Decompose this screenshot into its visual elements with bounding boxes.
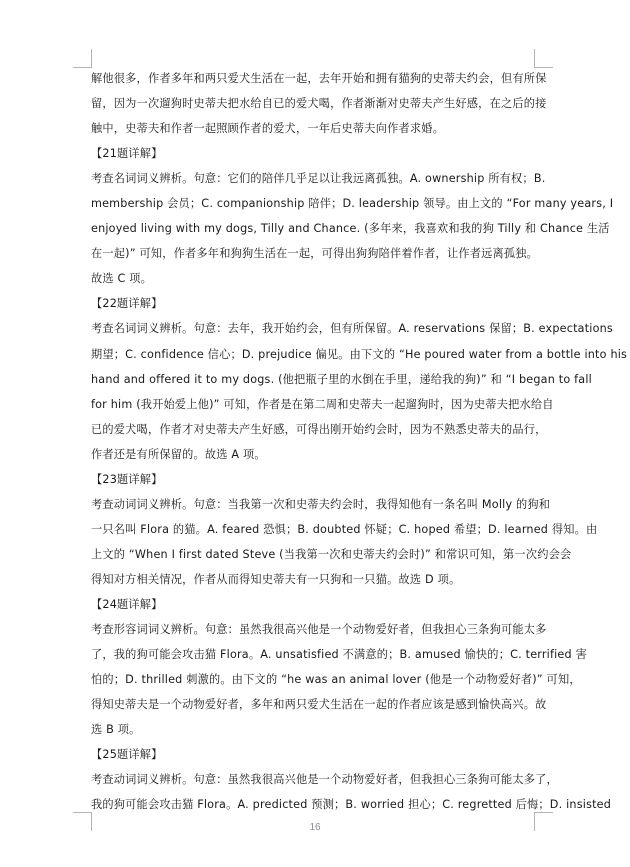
text-line: enjoyed living with my dogs, Tilly and Chance. (多年来，我喜欢和我的狗 Tilly 和 Chance 生活: [91, 222, 610, 236]
text-line: 了，我的狗可能会攻击猫 Flora。A. unsatisfied 不满意的；B. amused 愉快的；C. terrified 害: [91, 648, 587, 662]
text-line: 考查动词词义辨析。句意：当我第一次和史蒂夫约会时，我得知他有一条名叫 Molly 的狗和: [91, 497, 551, 511]
text-line: 一只名叫 Flora 的猫。A. feared 恐惧；B. doubted 怀疑；C. hoped 希望；D. learned 得知。由: [91, 522, 598, 536]
text-line: membership 会员；C. companionship 陪伴；D. leadership 领导。由上文的 “For many years, I: [91, 197, 614, 211]
text-line: 怕的；D. thrilled 刺激的。由下文的 “he was an animal lover (他是一个动物爱好者)” 可知，: [91, 673, 581, 687]
section-heading: 【21题详解】: [91, 147, 163, 161]
document-body: [91, 66, 628, 817]
text-line: 考查动词词义辨析。句意：虽然我很高兴他是一个动物爱好者，但我担心三条狗可能太多了，: [91, 773, 558, 787]
text-line: 故选 C 项。: [91, 272, 153, 286]
text-line: for him (我开始爱上他)” 可知，作者是在第二周和史蒂夫一起遛狗时，因为史蒂夫把水给自: [91, 397, 554, 411]
text-line: 作者还是有所保留的。故选 A 项。: [91, 447, 266, 461]
text-line: 解他很多，作者多年和两只爱犬生活在一起，去年开始和拥有猫狗的史蒂夫约会，但有所保: [91, 72, 547, 85]
text-line: 期望；C. confidence 信心；D. prejudice 偏见。由下文的 “He poured water from a bottle into his: [91, 347, 628, 361]
text-line: 触中，史蒂夫和作者一起照顾作者的爱犬，一年后史蒂夫向作者求婚。: [91, 122, 445, 136]
text-line: 已的爱犬喝，作者才对史蒂夫产生好感，可得出刚开始约会时，因为不熟悉史蒂夫的品行，: [91, 422, 547, 436]
top-left-margin-mark: [73, 49, 92, 68]
text-line: 考查名词词义辨析。句意：去年，我开始约会，但有所保留。A. reservations 保留；B. expectations: [91, 322, 613, 336]
text-line: 考查名词词义辨析。句意：它们的陪伴几乎足以让我远离孤独。A. ownership 所有权；B.: [91, 172, 546, 186]
section-heading: 【25题详解】: [91, 748, 163, 762]
top-right-margin-mark: [534, 49, 553, 68]
text-line: 得知史蒂夫是一个动物爱好者，多年和两只爱犬生活在一起的作者应该是感到愉快高兴。故: [91, 698, 547, 712]
text-line: hand and offered it to my dogs. (他把瓶子里的水倒在手里，递给我的狗)” 和 “I began to fall: [91, 372, 592, 386]
text-line: 我的狗可能会攻击猫 Flora。A. predicted 预测；B. worried 担心；C. regretted 后悔；D. insisted: [91, 798, 612, 812]
section-heading: 【24题详解】: [91, 597, 163, 611]
text-line: 考查形容词词义辨析。句意：虽然我很高兴他是一个动物爱好者，但我担心三条狗可能太多: [91, 623, 547, 637]
section-heading: 【22题详解】: [91, 297, 163, 311]
text-line: 选 B 项。: [91, 723, 141, 737]
text-line: 得知对方相关情况，作者从而得知史蒂夫有一只狗和一只猫。故选 D 项。: [91, 572, 461, 586]
text-line: 留，因为一次遛狗时史蒂夫把水给自已的爱犬喝，作者渐渐对史蒂夫产生好感，在之后的接: [91, 97, 547, 111]
text-line: 上文的 “When I first dated Steve (当我第一次和史蒂夫约会时)” 和常识可知，第一次约会会: [91, 547, 572, 561]
text-line: 在一起)” 可知，作者多年和狗狗生活在一起，可得出狗狗陪伴着作者，让作者远离孤独。: [91, 247, 539, 261]
section-heading: 【23题详解】: [91, 472, 163, 486]
page-number: 16: [309, 822, 321, 833]
